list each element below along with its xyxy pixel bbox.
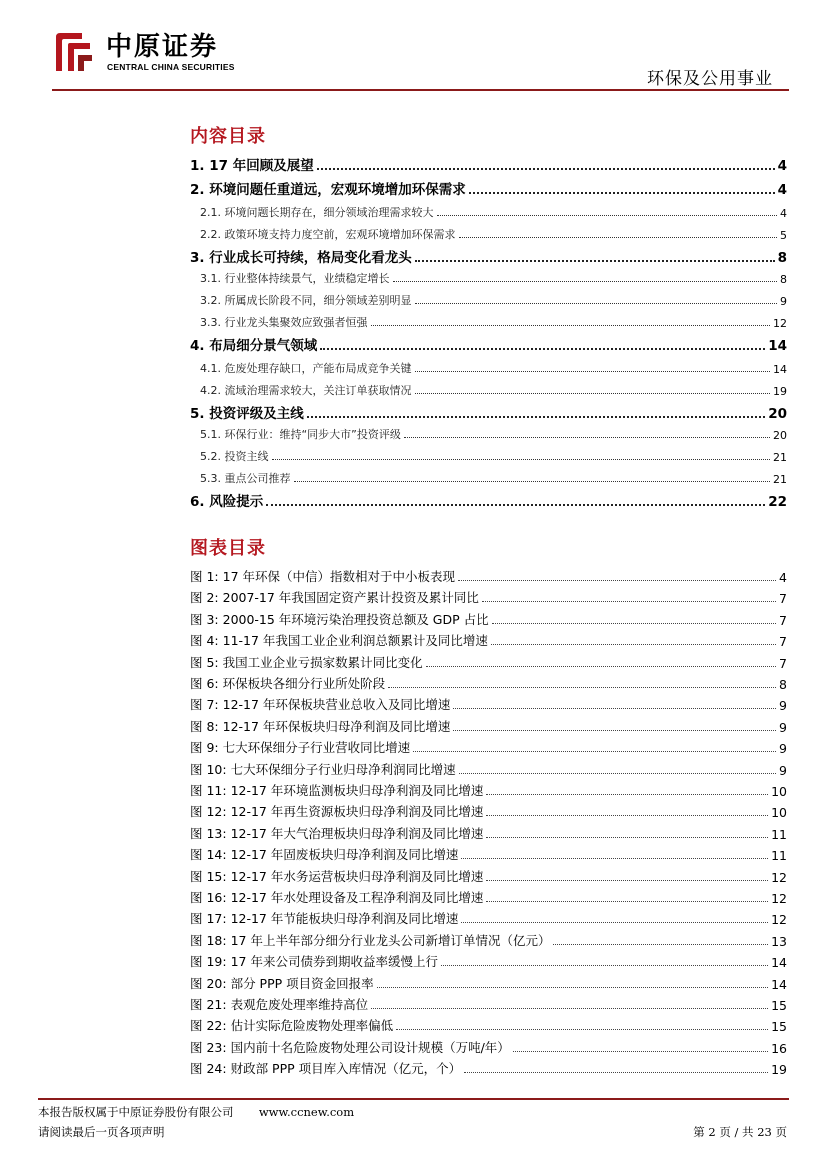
figure-entry-page: 10 xyxy=(771,805,787,821)
figure-entry-page: 4 xyxy=(779,570,787,585)
figure-entry[interactable] xyxy=(190,1057,787,1077)
toc-entry[interactable] xyxy=(190,332,787,354)
figure-entry-label: 图 2: 2007-17 年我国固定资产累计投资及累计同比 xyxy=(190,590,479,606)
dot-leader xyxy=(491,644,776,645)
dot-leader xyxy=(486,880,768,881)
toc-entry-page: 8 xyxy=(780,273,787,286)
figure-entry-page: 11 xyxy=(771,848,787,864)
toc-entry-page: 19 xyxy=(773,385,787,398)
figure-entry[interactable] xyxy=(190,800,787,820)
toc-subentry[interactable] xyxy=(190,222,787,242)
dot-leader xyxy=(294,481,771,482)
figure-entry[interactable] xyxy=(190,929,787,949)
toc-entry-label: 4.2. 流域治理需求较大，关注订单获取情况 xyxy=(200,384,412,397)
figure-entry-label: 图 24: 财政部 PPP 项目库入库情况（亿元，个） xyxy=(190,1061,462,1077)
header-divider xyxy=(52,89,789,91)
figure-entry-page: 7 xyxy=(779,612,787,628)
toc-subentry[interactable] xyxy=(190,288,787,308)
dot-leader xyxy=(266,504,765,506)
page-header xyxy=(0,0,827,96)
toc-entry-label: 5.2. 投资主线 xyxy=(200,450,269,463)
figure-entry-page: 8 xyxy=(779,677,787,692)
figure-entry-page: 10 xyxy=(771,784,787,799)
figure-entry-label: 图 3: 2000-15 年环境污染治理投资总额及 GDP 占比 xyxy=(190,611,489,627)
toc-entry-label: 3.2. 所属成长阶段不同，细分领域差别明显 xyxy=(200,294,412,307)
dot-leader xyxy=(415,393,771,394)
figure-entry-page: 9 xyxy=(779,719,787,735)
toc-entry-label: 5.3. 重点公司推荐 xyxy=(200,472,291,485)
toc-entry-page: 4 xyxy=(777,158,787,174)
toc-entry-label: 6. 风险提示 xyxy=(190,494,264,510)
toc-entry-page: 4 xyxy=(780,207,787,220)
dot-leader xyxy=(415,371,771,372)
toc-entry-page: 12 xyxy=(773,317,787,330)
figure-entry[interactable] xyxy=(190,779,787,799)
footer-copyright-line xyxy=(38,1104,354,1120)
figure-entry-page: 15 xyxy=(771,1019,787,1035)
toc-subentry[interactable] xyxy=(190,466,787,486)
toc-subentry[interactable] xyxy=(190,310,787,330)
figures-title: 图表目录 xyxy=(190,538,266,559)
figure-entry-label: 图 12: 12-17 年再生资源板块归母净利润及同比增速 xyxy=(190,804,484,820)
toc-entry-page: 21 xyxy=(773,451,787,464)
figure-entry[interactable] xyxy=(190,1036,787,1056)
figure-entry-page: 12 xyxy=(771,869,787,885)
dot-leader xyxy=(486,794,768,795)
toc-entry-page: 21 xyxy=(773,473,787,486)
figure-entry-page: 12 xyxy=(771,912,787,928)
logo-icon xyxy=(52,31,96,75)
figure-entry-label: 图 19: 17 年来公司债券到期收益率缓慢上行 xyxy=(190,954,438,970)
dot-leader xyxy=(377,987,768,988)
toc-entry-page: 20 xyxy=(773,429,787,442)
figure-entry-label: 图 16: 12-17 年水处理设备及工程净利润及同比增速 xyxy=(190,890,484,905)
figure-entry[interactable] xyxy=(190,693,787,713)
toc-entry-label: 5.1. 环保行业：维持“同步大市”投资评级 xyxy=(200,428,401,441)
footer-website[interactable]: www.ccnew.com xyxy=(258,1105,355,1119)
figure-entry-page: 9 xyxy=(779,698,787,714)
dot-leader xyxy=(415,260,775,262)
dot-leader xyxy=(396,1029,768,1030)
figure-entry-label: 图 13: 12-17 年大气治理板块归母净利润及同比增速 xyxy=(190,825,484,841)
dot-leader xyxy=(415,303,778,304)
logo-text-en: CENTRAL CHINA SECURITIES xyxy=(107,62,235,72)
figure-entry-label: 图 7: 12-17 年环保板块营业总收入及同比增速 xyxy=(190,697,451,713)
figure-entry-label: 图 18: 17 年上半年部分细分行业龙头公司新增订单情况（亿元） xyxy=(190,932,551,948)
dot-leader xyxy=(320,348,765,350)
dot-leader xyxy=(426,666,776,667)
dot-leader xyxy=(486,815,768,816)
figure-entry[interactable] xyxy=(190,822,787,842)
figure-entry-label: 图 22: 估计实际危险废物处理率偏低 xyxy=(190,1018,394,1034)
figure-entry-page: 16 xyxy=(771,1040,787,1056)
toc-entry[interactable] xyxy=(190,488,787,510)
figure-entry[interactable] xyxy=(190,651,787,671)
toc-entry-label: 3. 行业成长可持续，格局变化看龙头 xyxy=(190,250,412,266)
toc-entry[interactable] xyxy=(190,152,787,174)
figure-entry[interactable] xyxy=(190,758,787,778)
figure-entry-label: 图 21: 表观危废处理率维持高位 xyxy=(190,997,369,1012)
dot-leader xyxy=(388,687,776,688)
footer-disclaimer: 请阅读最后一页各项声明 xyxy=(38,1125,165,1139)
toc-entry[interactable] xyxy=(190,176,787,198)
figure-entry-label: 图 20: 部分 PPP 项目资金回报率 xyxy=(190,975,374,991)
figure-entry-page: 19 xyxy=(771,1062,787,1078)
figure-entry-page: 12 xyxy=(771,891,787,906)
figure-entry-page: 14 xyxy=(771,976,787,992)
dot-leader xyxy=(461,858,768,859)
figure-entry-page: 13 xyxy=(771,933,787,949)
dot-leader xyxy=(393,281,778,282)
figure-entry[interactable] xyxy=(190,608,787,628)
figure-entry-label: 图 5: 我国工业企业亏损家数累计同比变化 xyxy=(190,654,423,670)
toc-entry-page: 14 xyxy=(773,363,787,376)
dot-leader xyxy=(453,708,776,709)
dot-leader xyxy=(482,601,776,602)
toc-entry-page: 4 xyxy=(777,182,787,198)
figure-entry[interactable] xyxy=(190,950,787,970)
figure-entry[interactable] xyxy=(190,672,787,692)
figure-entry-label: 图 8: 12-17 年环保板块归母净利润及同比增速 xyxy=(190,718,451,734)
dot-leader xyxy=(458,580,776,581)
toc-subentry[interactable] xyxy=(190,378,787,398)
figure-entry-page: 15 xyxy=(771,998,787,1013)
footer-copyright: 本报告版权属于中原证券股份有限公司 xyxy=(38,1105,234,1119)
toc-entry-label: 5. 投资评级及主线 xyxy=(190,406,304,422)
dot-leader xyxy=(437,215,778,216)
toc-subentry[interactable] xyxy=(190,444,787,464)
dot-leader xyxy=(272,459,771,460)
dot-leader xyxy=(513,1051,768,1052)
toc-entry-label: 3.1. 行业整体持续景气，业绩稳定增长 xyxy=(200,272,390,285)
figure-entry-page: 14 xyxy=(771,955,787,971)
figure-entry[interactable] xyxy=(190,629,787,649)
dot-leader xyxy=(486,837,768,838)
dot-leader xyxy=(317,168,775,170)
dot-leader xyxy=(453,730,776,731)
figure-entry-page: 7 xyxy=(779,591,787,607)
dot-leader xyxy=(441,965,768,966)
dot-leader xyxy=(307,416,765,418)
figure-entry-page: 9 xyxy=(779,741,787,757)
toc-entry-label: 4. 布局细分景气领域 xyxy=(190,338,318,354)
figure-entry-page: 7 xyxy=(779,634,787,650)
toc-subentry[interactable] xyxy=(190,200,787,220)
dot-leader xyxy=(464,1072,768,1073)
dot-leader xyxy=(413,751,776,752)
figure-entry-label: 图 4: 11-17 年我国工业企业利润总额累计及同比增速 xyxy=(190,633,488,649)
figure-entry-label: 图 1: 17 年环保（中信）指数相对于中小板表现 xyxy=(190,569,455,584)
toc-title: 内容目录 xyxy=(190,126,266,147)
toc-subentry[interactable] xyxy=(190,356,787,376)
toc-entry-label: 3.3. 行业龙头集聚效应致强者恒强 xyxy=(200,316,368,329)
dot-leader xyxy=(492,623,776,624)
toc-entry-label: 4.1. 危废处理存缺口，产能布局成竞争关键 xyxy=(200,362,412,375)
toc-entry-page: 8 xyxy=(777,250,787,266)
toc-entry-label: 2.1. 环境问题长期存在，细分领域治理需求较大 xyxy=(200,206,434,219)
figure-entry[interactable] xyxy=(190,843,787,863)
toc-entry-page: 5 xyxy=(780,229,787,242)
figure-entry-label: 图 14: 12-17 年固废板块归母净利润及同比增速 xyxy=(190,847,459,863)
figure-entry[interactable] xyxy=(190,865,787,885)
figure-entry-label: 图 11: 12-17 年环境监测板块归母净利润及同比增速 xyxy=(190,783,484,798)
figure-entry[interactable] xyxy=(190,586,787,606)
dot-leader xyxy=(553,944,768,945)
toc-entry-page: 22 xyxy=(768,494,787,510)
figure-entry[interactable] xyxy=(190,1014,787,1034)
figure-entry-label: 图 6: 环保板块各细分行业所处阶段 xyxy=(190,676,386,691)
dot-leader xyxy=(459,773,776,774)
report-category: 环保及公用事业 xyxy=(647,69,773,89)
dot-leader xyxy=(486,901,768,902)
toc-entry-page: 14 xyxy=(768,338,787,354)
dot-leader xyxy=(459,237,778,238)
dot-leader xyxy=(371,325,771,326)
figure-entry[interactable] xyxy=(190,972,787,992)
page-number: 第 2 页 / 共 23 页 xyxy=(693,1125,787,1139)
figure-entry[interactable] xyxy=(190,736,787,756)
dot-leader xyxy=(371,1008,768,1009)
figure-entry[interactable] xyxy=(190,565,787,585)
figure-entry[interactable] xyxy=(190,907,787,927)
logo-text-cn: 中原证券 xyxy=(106,32,219,62)
toc-entry[interactable] xyxy=(190,244,787,266)
toc-entry-label: 2. 环境问题任重道远，宏观环境增加环保需求 xyxy=(190,182,466,198)
toc-entry-label: 2.2. 政策环境支持力度空前，宏观环境增加环保需求 xyxy=(200,228,456,241)
figure-entry-page: 7 xyxy=(779,655,787,671)
toc-entry-page: 9 xyxy=(780,295,787,308)
figure-entry-page: 9 xyxy=(779,762,787,778)
dot-leader xyxy=(404,437,770,438)
figure-entry[interactable] xyxy=(190,886,787,906)
figure-entry-label: 图 10: 七大环保细分子行业归母净利润同比增速 xyxy=(190,761,456,777)
dot-leader xyxy=(469,192,775,194)
figure-entry-label: 图 23: 国内前十名危险废物处理公司设计规模（万吨/年） xyxy=(190,1039,510,1055)
toc-subentry[interactable] xyxy=(190,266,787,286)
figure-entry-page: 11 xyxy=(771,826,787,842)
figure-entry[interactable] xyxy=(190,993,787,1013)
toc-subentry[interactable] xyxy=(190,422,787,442)
toc-entry-label: 1. 17 年回顾及展望 xyxy=(190,158,314,174)
figure-entry-label: 图 9: 七大环保细分子行业营收同比增速 xyxy=(190,740,411,756)
toc-entry-page: 20 xyxy=(768,406,787,422)
footer-divider xyxy=(38,1098,789,1100)
figure-entry-label: 图 15: 12-17 年水务运营板块归母净利润及同比增速 xyxy=(190,868,484,884)
figure-entry[interactable] xyxy=(190,715,787,735)
figure-entry-label: 图 17: 12-17 年节能板块归母净利润及同比增速 xyxy=(190,911,459,927)
dot-leader xyxy=(461,922,768,923)
toc-entry[interactable] xyxy=(190,400,787,422)
